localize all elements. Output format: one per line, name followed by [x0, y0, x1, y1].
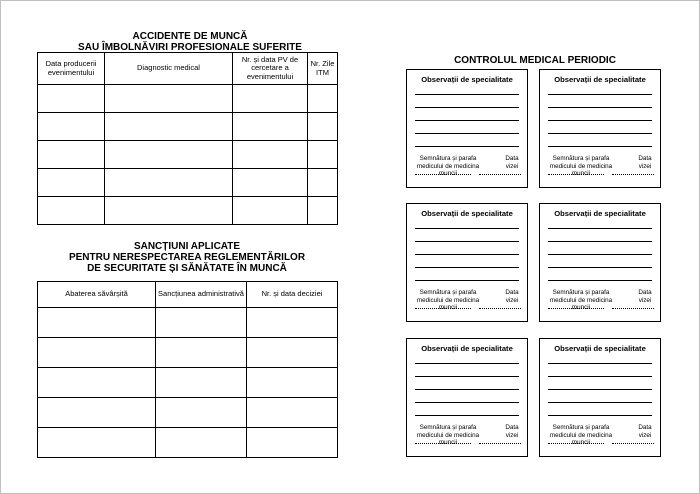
table-cell[interactable] [38, 141, 105, 169]
col-pv-number: Nr. și data PV de cercetare a evenimentului [233, 53, 308, 85]
observation-line[interactable] [415, 228, 519, 229]
table-cell[interactable] [247, 308, 338, 338]
card-title: Observații de specialitate [421, 209, 513, 218]
observation-line[interactable] [548, 267, 652, 268]
observation-line[interactable] [548, 415, 652, 416]
table-row [38, 113, 338, 141]
signature-label: Semnătura și parafa medicului de medicina muncii [416, 155, 480, 178]
observation-line[interactable] [415, 402, 519, 403]
table-cell[interactable] [233, 113, 308, 141]
observation-line[interactable] [415, 415, 519, 416]
visa-date-label: Data vizei [505, 289, 519, 304]
table-cell[interactable] [38, 169, 105, 197]
table-cell[interactable] [233, 169, 308, 197]
table-cell[interactable] [156, 308, 247, 338]
signature-dotted-line[interactable] [415, 443, 471, 444]
visa-date-label: Data vizei [638, 289, 652, 304]
col-violation: Abaterea săvârșită [38, 282, 156, 308]
observation-line[interactable] [548, 363, 652, 364]
table-cell[interactable] [105, 141, 233, 169]
observation-line[interactable] [415, 389, 519, 390]
table-cell[interactable] [308, 169, 338, 197]
signature-dotted-line[interactable] [548, 308, 604, 309]
medical-card [406, 69, 528, 188]
observation-line[interactable] [415, 376, 519, 377]
table-cell[interactable] [308, 197, 338, 225]
card-title: Observații de specialitate [554, 344, 646, 353]
observation-line[interactable] [548, 107, 652, 108]
medical-card [406, 338, 528, 457]
visa-date-label: Data vizei [638, 155, 652, 170]
col-decision: Nr. și data deciziei [247, 282, 338, 308]
visa-date-label: Data vizei [505, 155, 519, 170]
card-title: Observații de specialitate [554, 209, 646, 218]
accidents-header-row [38, 53, 338, 85]
signature-label: Semnătura și parafa medicului de medicina muncii [549, 289, 613, 312]
sanctions-header-row [38, 282, 338, 308]
date-dotted-line[interactable] [479, 308, 521, 309]
signature-label: Semnătura și parafa medicului de medicina muncii [416, 289, 480, 312]
observation-line[interactable] [548, 241, 652, 242]
date-dotted-line[interactable] [612, 308, 654, 309]
table-cell[interactable] [308, 85, 338, 113]
table-cell[interactable] [233, 141, 308, 169]
table-cell[interactable] [247, 398, 338, 428]
table-cell[interactable] [233, 197, 308, 225]
accidents-title [40, 31, 340, 53]
sanctions-table [37, 281, 338, 458]
table-cell[interactable] [105, 169, 233, 197]
card-title: Observații de specialitate [421, 75, 513, 84]
accidents-title-line2: SAU ÎMBOLNĂVIRI PROFESIONALE SUFERITE [78, 42, 302, 53]
observation-line[interactable] [415, 280, 519, 281]
table-cell[interactable] [308, 113, 338, 141]
observation-line[interactable] [548, 94, 652, 95]
date-dotted-line[interactable] [479, 174, 521, 175]
observation-line[interactable] [548, 376, 652, 377]
medical-card [539, 338, 661, 457]
col-diagnosis: Diagnostic medical [105, 53, 233, 85]
table-cell[interactable] [38, 428, 156, 458]
table-row [38, 368, 338, 398]
observation-line[interactable] [548, 120, 652, 121]
observation-line[interactable] [415, 363, 519, 364]
date-dotted-line[interactable] [612, 443, 654, 444]
table-cell[interactable] [156, 428, 247, 458]
card-title: Observații de specialitate [554, 75, 646, 84]
observation-line[interactable] [415, 120, 519, 121]
date-dotted-line[interactable] [479, 443, 521, 444]
medical-card [539, 69, 661, 188]
observation-line[interactable] [548, 389, 652, 390]
table-row [38, 398, 338, 428]
table-row [38, 197, 338, 225]
table-cell[interactable] [233, 85, 308, 113]
sanctions-title [37, 241, 337, 274]
signature-dotted-line[interactable] [415, 174, 471, 175]
table-cell[interactable] [156, 398, 247, 428]
table-cell[interactable] [38, 398, 156, 428]
col-itm-days: Nr. Zile ITM [308, 53, 338, 85]
table-cell[interactable] [105, 197, 233, 225]
table-cell[interactable] [38, 85, 105, 113]
observation-line[interactable] [415, 267, 519, 268]
card-title: Observații de specialitate [421, 344, 513, 353]
accidents-table [37, 52, 338, 225]
observation-line[interactable] [415, 146, 519, 147]
sanctions-title-line2: PENTRU NERESPECTAREA REGLEMENTĂRILOR [68, 252, 306, 263]
observation-line[interactable] [548, 402, 652, 403]
table-row [38, 169, 338, 197]
medical-card [406, 203, 528, 322]
observation-line[interactable] [548, 254, 652, 255]
sanctions-title-line1: SANCȚIUNI APLICATE [133, 241, 241, 252]
observation-line[interactable] [415, 133, 519, 134]
observation-line[interactable] [548, 146, 652, 147]
table-row [38, 338, 338, 368]
table-row [38, 85, 338, 113]
table-cell[interactable] [308, 141, 338, 169]
table-cell[interactable] [105, 113, 233, 141]
observation-line[interactable] [415, 107, 519, 108]
table-row [38, 141, 338, 169]
signature-dotted-line[interactable] [415, 308, 471, 309]
sanctions-title-line3: DE SECURITATE ȘI SĂNĂTATE ÎN MUNCĂ [87, 263, 287, 274]
table-row [38, 308, 338, 338]
col-event-date: Data producerii evenimentului [38, 53, 105, 85]
table-cell[interactable] [38, 368, 156, 398]
signature-dotted-line[interactable] [548, 174, 604, 175]
observation-line[interactable] [415, 254, 519, 255]
table-cell[interactable] [247, 368, 338, 398]
observation-line[interactable] [415, 241, 519, 242]
observation-line[interactable] [548, 228, 652, 229]
accidents-title-line1: ACCIDENTE DE MUNCĂ [132, 31, 248, 42]
table-cell[interactable] [105, 85, 233, 113]
signature-label: Semnătura și parafa medicului de medicina muncii [549, 424, 613, 447]
table-cell[interactable] [38, 197, 105, 225]
table-row [38, 428, 338, 458]
table-cell[interactable] [156, 368, 247, 398]
medical-card [539, 203, 661, 322]
col-sanction: Sancțiunea administrativă [156, 282, 247, 308]
observation-line[interactable] [415, 94, 519, 95]
table-cell[interactable] [247, 428, 338, 458]
table-cell[interactable] [38, 338, 156, 368]
signature-label: Semnătura și parafa medicului de medicina muncii [416, 424, 480, 447]
table-cell[interactable] [38, 113, 105, 141]
signature-label: Semnătura și parafa medicului de medicina muncii [549, 155, 613, 178]
medical-title: CONTROLUL MEDICAL PERIODIC [454, 55, 616, 66]
signature-dotted-line[interactable] [548, 443, 604, 444]
table-cell[interactable] [38, 308, 156, 338]
visa-date-label: Data vizei [505, 424, 519, 439]
observation-line[interactable] [548, 133, 652, 134]
table-cell[interactable] [247, 338, 338, 368]
observation-line[interactable] [548, 280, 652, 281]
visa-date-label: Data vizei [638, 424, 652, 439]
table-cell[interactable] [156, 338, 247, 368]
date-dotted-line[interactable] [612, 174, 654, 175]
